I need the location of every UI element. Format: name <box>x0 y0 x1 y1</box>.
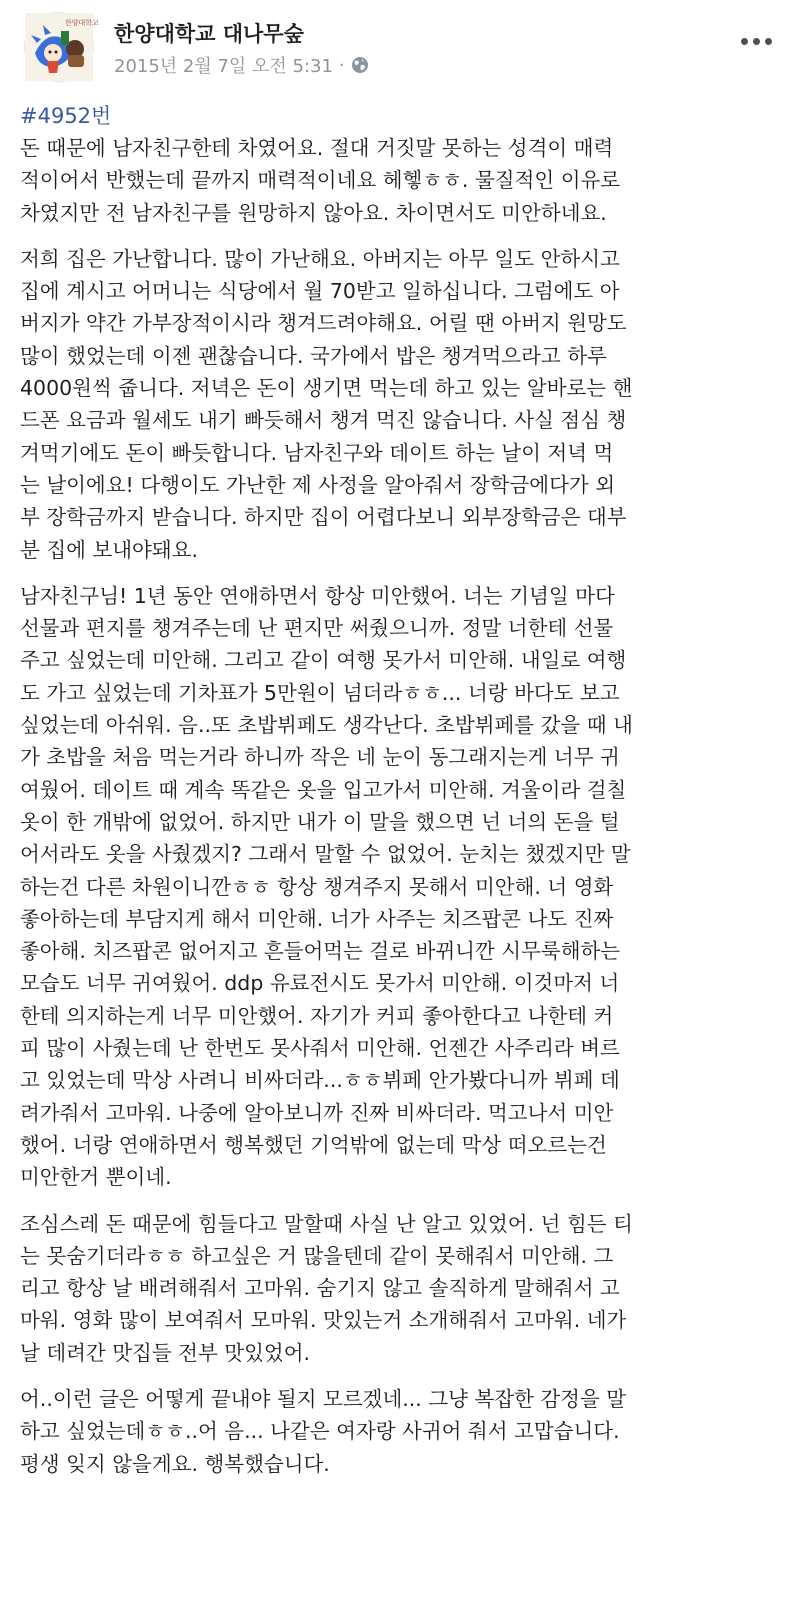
post-paragraph <box>20 1383 790 1480</box>
paragraph-gap <box>20 1194 790 1208</box>
post-meta <box>114 52 369 78</box>
post-text-line: 한테 의지하는게 너무 미안했어. 자기가 커피 좋아한다고 나한테 커 <box>20 1003 614 1028</box>
post-text-line: 피 많이 사줬는데 난 한번도 못사줘서 미안해. 언젠간 사주리라 벼르 <box>20 1036 620 1061</box>
paragraph-gap <box>20 1369 790 1383</box>
post-text-line: 어..이런 글은 어떻게 끝내야 될지 모르겠네... 그냥 복잡한 감정을 말 <box>20 1386 627 1411</box>
post-paragraph <box>20 580 790 1194</box>
post-text-line: 려가줘서 고마워. 나중에 알아보니까 진짜 비싸더라. 먹고나서 미안 <box>20 1100 614 1125</box>
post-text-line: 마워. 영화 많이 보여줘서 모마워. 맛있는거 소개해줘서 고마워. 네가 <box>20 1308 627 1333</box>
post-text-line: 옷이 한 개밖에 없었어. 하지만 내가 이 말을 했으면 넌 너의 돈을 털 <box>20 809 620 834</box>
post-text-line: 싶었는데 아쉬워. 음..또 초밥뷔페도 생각난다. 초밥뷔페를 갔을 때 내 <box>20 713 633 738</box>
post-text-line: 겨먹기에도 돈이 빠듯합니다. 남자친구와 데이트 하는 날이 저녁 먹 <box>20 440 614 465</box>
post-hashtag[interactable]: #4952번 <box>20 104 112 128</box>
post-text-line: 는 못숨기더라ㅎㅎ 하고싶은 거 많을텐데 같이 못해줘서 미안해. 그 <box>20 1243 614 1268</box>
post-body <box>20 100 790 1480</box>
post-text-line: 주고 싶었는데 미안해. 그리고 같이 여행 못가서 미안해. 내일로 여행 <box>20 648 627 673</box>
avatar-logo-text: 한양대학교 <box>65 19 99 27</box>
post-text-line: 좋아해. 치즈팝콘 없어지고 흔들어먹는 걸로 바뀌니깐 시무룩해하는 <box>20 939 621 964</box>
post-text-line: 차였지만 전 남자친구를 원망하지 않아요. 차이면서도 미안하네요. <box>20 200 607 225</box>
post-text-line: 드폰 요금과 월세도 내기 빠듯해서 챙겨 먹진 않습니다. 사실 점심 챙 <box>20 408 627 433</box>
paragraph-gap <box>20 566 790 580</box>
page-name[interactable]: 한양대학교 대나무숲 <box>114 22 304 46</box>
avatar-logo-icon <box>25 13 99 81</box>
post-paragraph <box>20 1208 790 1369</box>
post-text-line: 하고 싶었는데ㅎㅎ..어 음... 나같은 여자랑 사귀어 줘서 고맙습니다. <box>20 1419 620 1444</box>
post-text-line: 도 가고 싶었는데 기차표가 5만원이 넘더라ㅎㅎ... 너랑 바다도 보고 <box>20 680 620 705</box>
post-text-line: 남자친구님! 1년 동안 연애하면서 항상 미안했어. 너는 기념일 마다 <box>20 583 615 608</box>
post-text-line: 가 초밥을 처음 먹는거라 하니까 작은 네 눈이 동그래지는게 너무 귀 <box>20 745 620 770</box>
post-text-line: 날 데려간 맛집들 전부 맛있었어. <box>20 1340 311 1365</box>
post-text-line: 많이 했었는데 이젠 괜찮습니다. 국가에서 밥은 챙겨먹으라고 하루 <box>20 343 607 368</box>
post-paragraph <box>20 243 790 566</box>
post-text-line: 선물과 편지를 챙겨주는데 난 편지만 써줬으니까. 정말 너한테 선물 <box>20 616 614 641</box>
post-text-line: 평생 잊지 않을게요. 행복했습니다. <box>20 1451 330 1476</box>
post-text-line: 4000원씩 줍니다. 저녁은 돈이 생기면 먹는데 하고 있는 알바로는 핸 <box>20 376 633 401</box>
post-text-line: 고 있었는데 막상 사려니 비싸더라...ㅎㅎ뷔페 안가봤다니까 뷔페 데 <box>20 1068 620 1093</box>
post-paragraph <box>20 132 790 229</box>
post-header <box>0 0 800 86</box>
paragraph-gap <box>20 229 790 243</box>
globe-icon <box>351 56 369 74</box>
post-text-line: 조심스레 돈 때문에 힘들다고 말할때 사실 난 알고 있었어. 넌 힘든 티 <box>20 1211 633 1236</box>
post-timestamp[interactable]: 2015년 2월 7일 오전 5:31 <box>114 56 333 77</box>
post-text-line: 하는건 다른 차원이니깐ㅎㅎ 항상 챙겨주지 못해서 미안해. 너 영화 <box>20 874 614 899</box>
post-text-line: 는 날이에요! 다행이도 가난한 제 사정을 알아줘서 장학금에다가 외 <box>20 472 616 497</box>
post-text-line: 어서라도 옷을 사줬겠지? 그래서 말할 수 없었어. 눈치는 챘겠지만 말 <box>20 842 631 867</box>
post-text-line: 저희 집은 가난합니다. 많이 가난해요. 아버지는 아무 일도 안하시고 <box>20 246 620 271</box>
page-avatar[interactable] <box>24 12 99 82</box>
more-dots-icon <box>741 38 748 45</box>
meta-separator: · <box>338 54 345 76</box>
post-text-line: 부 장학금까지 받습니다. 하지만 집이 어렵다보니 외부장학금은 대부 <box>20 505 627 530</box>
post-text-line: 버지가 약간 가부장적이시라 챙겨드려야해요. 어릴 땐 아버지 원망도 <box>20 311 627 336</box>
post-text-line: 했어. 너랑 연애하면서 행복했던 기억밖에 없는데 막상 떠오르는건 <box>20 1132 607 1157</box>
post-text-line: 돈 때문에 남자친구한테 차였어요. 절대 거짓말 못하는 성격이 매력 <box>20 136 614 160</box>
post-text-line: 여웠어. 데이트 때 계속 똑같은 옷을 입고가서 미안해. 겨울이라 걸칠 <box>20 777 627 802</box>
post-text-line: 모습도 너무 귀여웠어. ddp 유료전시도 못가서 미안해. 이것마저 너 <box>20 971 620 996</box>
post-text-line: 분 집에 보내야돼요. <box>20 537 198 562</box>
post-text-line: 집에 계시고 어머니는 식당에서 월 70받고 일하십니다. 그럼에도 아 <box>20 279 620 304</box>
post-text-line: 미안한거 뿐이네. <box>20 1165 172 1190</box>
post-text-line: 적이어서 반했는데 끝까지 매력적이네요 헤헿ㅎㅎ. 물질적인 이유로 <box>20 168 621 193</box>
post-text-line: 리고 항상 날 배려해줘서 고마워. 숨기지 않고 솔직하게 말해줘서 고 <box>20 1276 620 1301</box>
more-options-button[interactable] <box>734 26 778 56</box>
post-text-line: 좋아하는데 부담지게 해서 미안해. 너가 사주는 치즈팝콘 나도 진짜 <box>20 906 614 931</box>
